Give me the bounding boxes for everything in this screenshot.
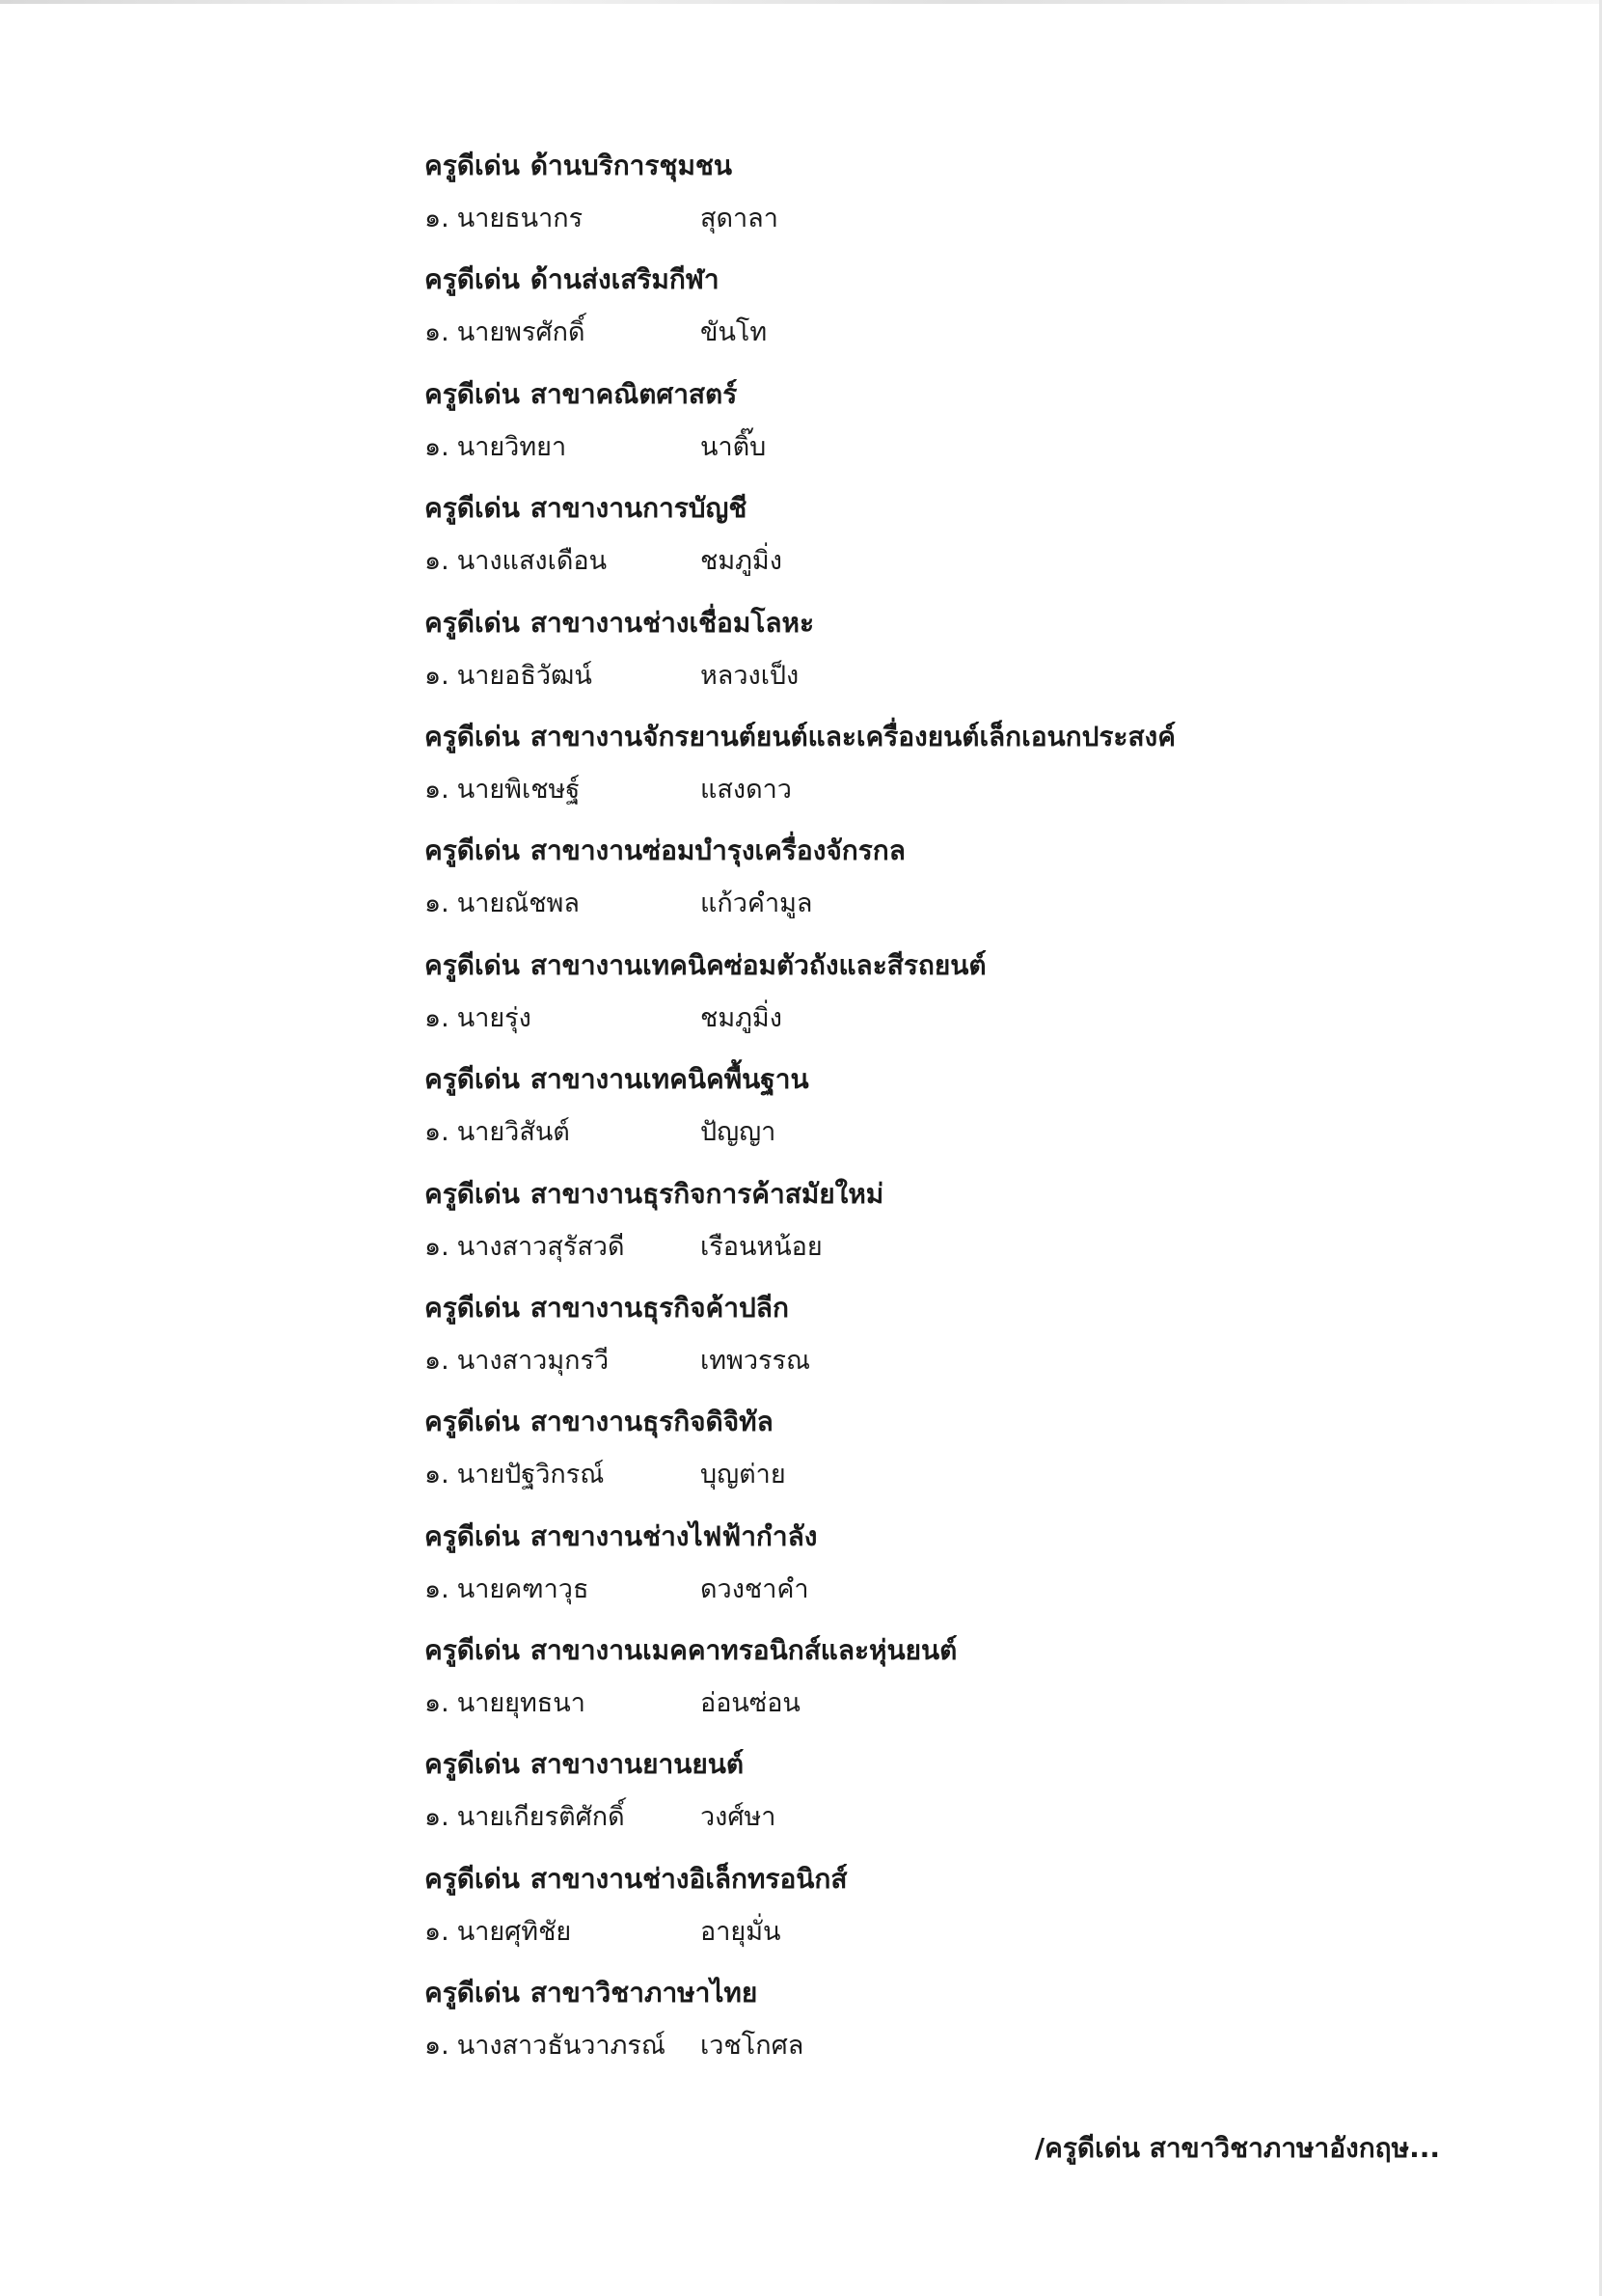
recipient-number: ๑.: [424, 660, 449, 691]
recipient-number: ๑.: [424, 1002, 449, 1033]
award-heading: [424, 830, 906, 872]
award-title: ครูดีเด่น: [424, 1634, 520, 1667]
award-title: ครูดีเด่น: [424, 1862, 520, 1895]
recipient-last-name: ปัญญา: [700, 1117, 776, 1148]
recipient-row: [424, 312, 1196, 354]
recipient-row: [424, 540, 1196, 583]
recipient-first-name: นายพรศักดิ์: [456, 317, 585, 348]
award-category: ด้านบริการชุมชน: [529, 150, 733, 181]
award-title: ครูดีเด่น: [424, 1977, 520, 2009]
award-entry: [424, 944, 1485, 1058]
recipient-row: [424, 1796, 1196, 1839]
recipient-last-name: แสงดาว: [700, 774, 792, 805]
award-category: สาขางานจักรยานต์ยนต์และเครื่องยนต์เล็กเอนกประสงค์: [529, 720, 1176, 752]
recipient-first-name: นางสาวธันวาภรณ์: [456, 2031, 665, 2062]
award-heading: [424, 259, 720, 301]
award-category: สาขางานธุรกิจค้าปลีก: [529, 1291, 789, 1324]
recipient-last-name: บุญต่าย: [700, 1460, 786, 1490]
award-entry: [424, 716, 1485, 830]
award-heading: [424, 1743, 744, 1786]
award-title: ครูดีเด่น: [424, 492, 520, 525]
award-heading: [424, 145, 732, 187]
award-heading: [424, 716, 1176, 758]
award-title: ครูดีเด่น: [424, 150, 520, 181]
recipient-first-name: นายธนากร: [456, 204, 584, 233]
award-category: สาขาคณิตศาสตร์: [529, 377, 738, 410]
award-entry: [424, 1858, 1485, 1972]
recipient-row: [424, 1569, 1196, 1611]
award-heading: [424, 602, 814, 644]
award-entry: [424, 145, 1485, 259]
recipient-first-name: นายวิทยา: [456, 431, 567, 462]
award-heading: [424, 1058, 809, 1101]
award-list: [424, 145, 1485, 2087]
award-category: สาขางานช่างอิเล็กทรอนิกส์: [529, 1862, 848, 1895]
recipient-row: [424, 998, 1196, 1040]
recipient-number: ๑.: [424, 2031, 449, 2062]
recipient-first-name: นางสาวมุกรวี: [456, 1345, 610, 1376]
recipient-first-name: นางแสงเดือน: [456, 546, 608, 577]
recipient-first-name: นายณัชพล: [456, 888, 580, 919]
award-heading: [424, 1972, 757, 2014]
recipient-row: [424, 426, 1196, 469]
recipient-first-name: นายศุทิชัย: [456, 1916, 572, 1947]
award-entry: [424, 487, 1485, 601]
award-title: ครูดีเด่น: [424, 1519, 520, 1552]
award-category: สาขาวิชาภาษาไทย: [529, 1977, 758, 2009]
recipient-first-name: นายวิสันต์: [456, 1117, 570, 1148]
recipient-number: ๑.: [424, 1573, 449, 1604]
recipient-first-name: นายปัฐวิกรณ์: [456, 1460, 605, 1490]
scan-top-edge: [0, 0, 1602, 4]
recipient-last-name: อายุมั่น: [700, 1916, 781, 1947]
recipient-number: ๑.: [424, 1916, 449, 1947]
award-category: ด้านส่งเสริมกีฬา: [529, 263, 720, 296]
award-category: สาขางานซ่อมบำรุงเครื่องจักรกล: [529, 834, 906, 867]
recipient-last-name: แก้วคำมูล: [700, 888, 813, 919]
award-category: สาขางานการบัญชี: [529, 492, 747, 525]
recipient-number: ๑.: [424, 546, 449, 577]
award-heading: [424, 1173, 883, 1216]
award-heading: [424, 373, 737, 416]
recipient-last-name: ชมภูมิ่ง: [700, 546, 782, 577]
award-category: สาขางานช่างเชื่อมโลหะ: [529, 606, 815, 639]
award-entry: [424, 1401, 1485, 1515]
recipient-number: ๑.: [424, 1231, 449, 1262]
continuation-note: /ครูดีเด่น สาขาวิชาภาษาอังกฤษ...: [1034, 2132, 1440, 2164]
award-category: สาขางานเทคนิคซ่อมตัวถังและสีรถยนต์: [529, 948, 987, 981]
award-heading: [424, 1629, 957, 1672]
recipient-first-name: นางสาวสุรัสวดี: [456, 1231, 625, 1262]
award-category: สาขางานธุรกิจดิจิทัล: [529, 1406, 774, 1438]
recipient-row: [424, 198, 1196, 240]
recipient-row: [424, 2025, 1196, 2067]
recipient-number: ๑.: [424, 431, 449, 462]
award-category: สาขางานยานยนต์: [529, 1748, 745, 1781]
award-entry: [424, 1173, 1485, 1287]
award-category: สาขางานเมคคาทรอนิกส์และหุ่นยนต์: [529, 1634, 958, 1667]
award-title: ครูดีเด่น: [424, 1406, 520, 1438]
recipient-last-name: นาติ๊บ: [700, 431, 767, 462]
recipient-last-name: เวชโกศล: [700, 2031, 804, 2062]
award-entry: [424, 602, 1485, 716]
recipient-number: ๑.: [424, 774, 449, 805]
award-title: ครูดีเด่น: [424, 948, 520, 981]
award-entry: [424, 373, 1485, 487]
recipient-last-name: ชมภูมิ่ง: [700, 1002, 782, 1033]
recipient-row: [424, 1226, 1196, 1269]
award-heading: [424, 1858, 847, 1900]
award-title: ครูดีเด่น: [424, 1177, 520, 1210]
award-entry: [424, 830, 1485, 943]
recipient-row: [424, 1911, 1196, 1954]
recipient-number: ๑.: [424, 1688, 449, 1719]
recipient-number: ๑.: [424, 1802, 449, 1833]
recipient-number: ๑.: [424, 1345, 449, 1376]
recipient-row: [424, 1111, 1196, 1154]
award-entry: [424, 1516, 1485, 1629]
recipient-last-name: อ่อนซ่อน: [700, 1688, 801, 1719]
recipient-last-name: หลวงเป็ง: [700, 660, 800, 691]
recipient-row: [424, 1340, 1196, 1382]
award-entry: [424, 1972, 1485, 2086]
recipient-number: ๑.: [424, 1460, 449, 1490]
recipient-row: [424, 1454, 1196, 1496]
award-heading: [424, 1516, 817, 1558]
recipient-first-name: นายพิเชษฐ์: [456, 774, 581, 805]
award-heading: [424, 944, 987, 987]
recipient-row: [424, 655, 1196, 697]
award-entry: [424, 1743, 1485, 1857]
award-title: ครูดีเด่น: [424, 263, 520, 296]
recipient-last-name: เรือนหน้อย: [700, 1231, 823, 1262]
recipient-first-name: นายยุทธนา: [456, 1688, 585, 1719]
award-title: ครูดีเด่น: [424, 1291, 520, 1324]
recipient-row: [424, 1682, 1196, 1725]
award-heading: [424, 487, 747, 530]
recipient-first-name: นายรุ่ง: [456, 1002, 531, 1033]
award-title: ครูดีเด่น: [424, 606, 520, 639]
award-title: ครูดีเด่น: [424, 834, 520, 867]
award-entry: [424, 259, 1485, 372]
award-entry: [424, 1058, 1485, 1172]
award-category: สาขางานเทคนิคพื้นฐาน: [529, 1063, 809, 1096]
award-heading: [424, 1287, 789, 1329]
recipient-last-name: วงศ์ษา: [700, 1802, 776, 1833]
award-category: สาขางานธุรกิจการค้าสมัยใหม่: [529, 1177, 884, 1210]
recipient-last-name: ขันโท: [700, 317, 768, 348]
recipient-last-name: เทพวรรณ: [700, 1345, 811, 1376]
recipient-number: ๑.: [424, 317, 449, 348]
recipient-number: ๑.: [424, 204, 449, 233]
recipient-number: ๑.: [424, 1117, 449, 1148]
award-heading: [424, 1401, 774, 1443]
recipient-first-name: นายอธิวัฒน์: [456, 660, 592, 691]
recipient-number: ๑.: [424, 888, 449, 919]
award-entry: [424, 1629, 1485, 1743]
recipient-last-name: ดวงชาคำ: [700, 1573, 809, 1604]
award-title: ครูดีเด่น: [424, 377, 520, 410]
award-title: ครูดีเด่น: [424, 1748, 520, 1781]
award-title: ครูดีเด่น: [424, 720, 520, 752]
recipient-first-name: นายเกียรติศักดิ์: [456, 1802, 625, 1833]
recipient-first-name: นายคฑาวุธ: [456, 1573, 589, 1604]
award-category: สาขางานช่างไฟฟ้ากำลัง: [529, 1519, 818, 1552]
recipient-last-name: สุดาลา: [700, 204, 778, 233]
recipient-row: [424, 883, 1196, 925]
award-title: ครูดีเด่น: [424, 1063, 520, 1096]
recipient-row: [424, 769, 1196, 811]
award-entry: [424, 1287, 1485, 1401]
